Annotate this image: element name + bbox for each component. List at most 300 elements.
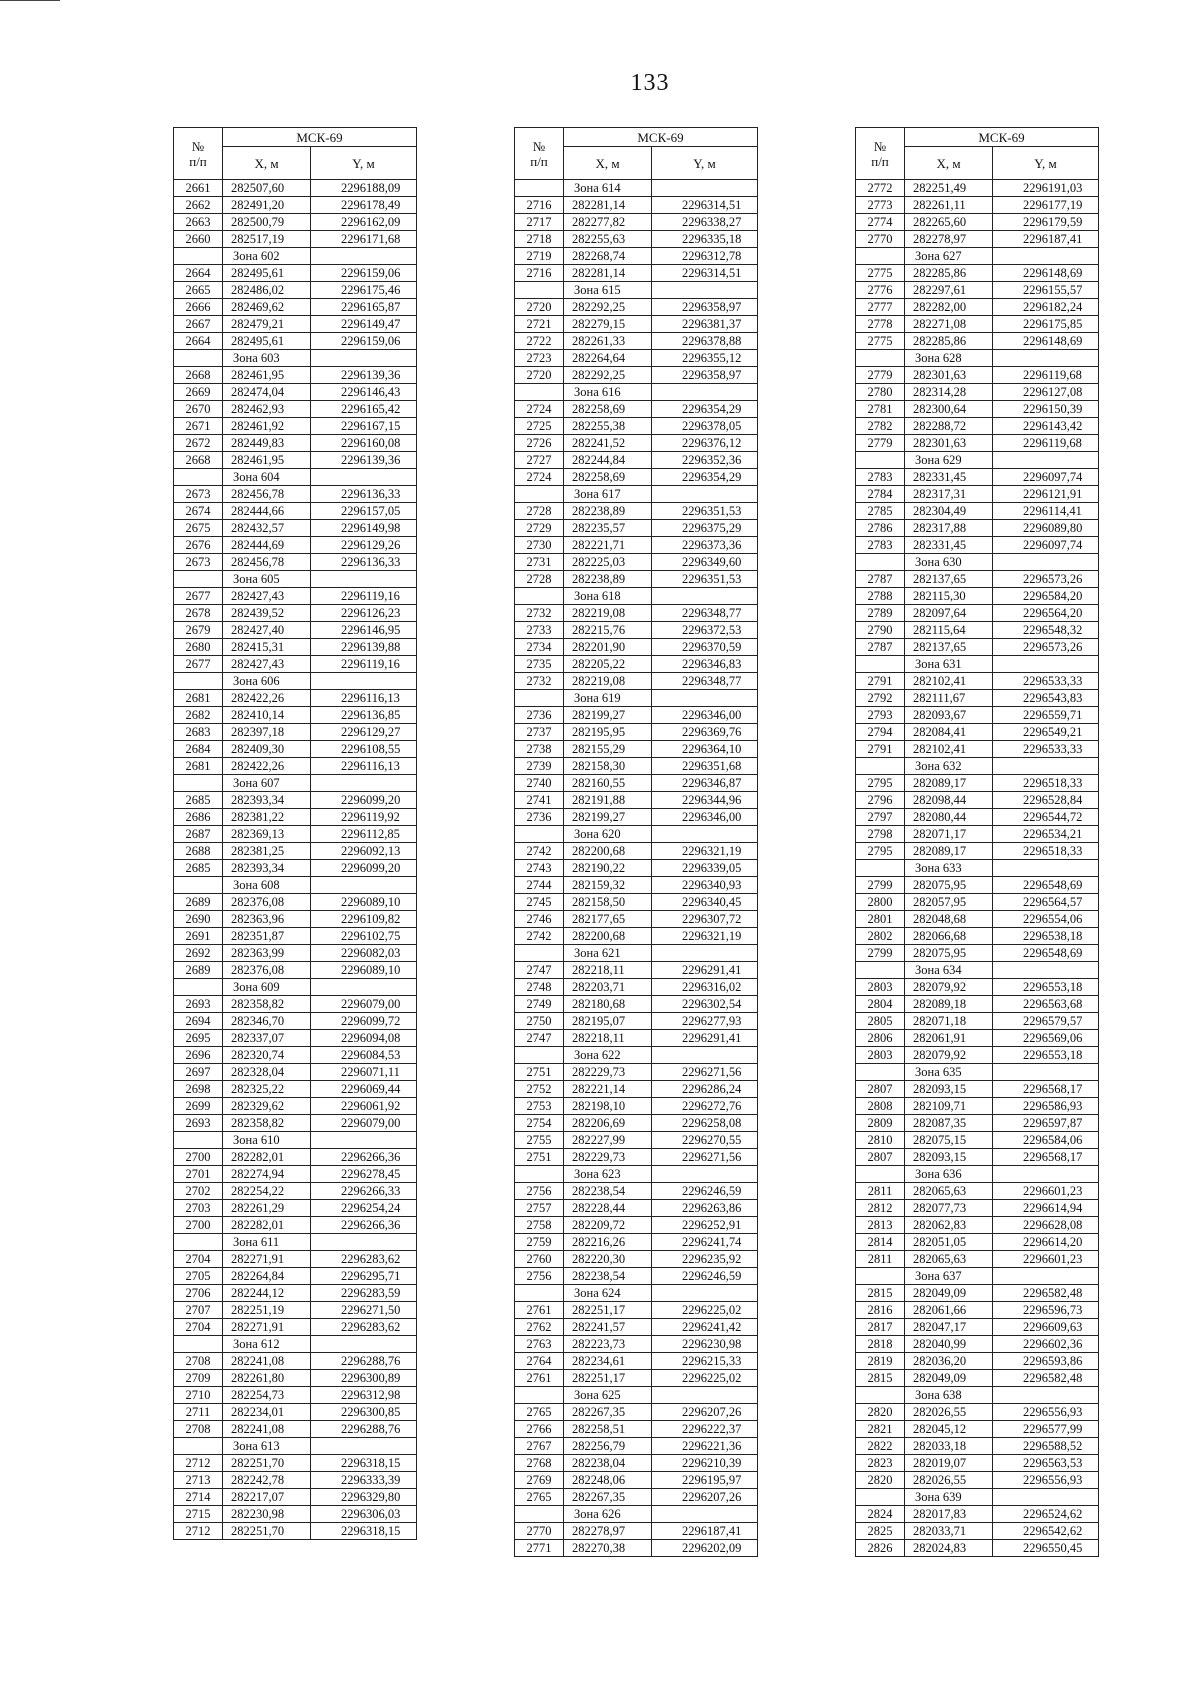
- scan-edge-mark: [0, 0, 60, 1]
- x-coordinate-cell: 282258,69: [564, 401, 652, 418]
- y-coordinate-cell: 2296099,20: [311, 860, 417, 877]
- x-coordinate-cell: 282432,57: [223, 520, 311, 537]
- x-coordinate-cell: 282223,73: [564, 1336, 652, 1353]
- y-coordinate-cell: 2296119,16: [311, 588, 417, 605]
- x-coordinate-cell: 282304,49: [905, 503, 993, 520]
- y-coordinate-cell: 2296286,24: [652, 1081, 758, 1098]
- table-row: [174, 520, 417, 537]
- table-row: [174, 503, 417, 520]
- y-coordinate-cell: 2296340,45: [652, 894, 758, 911]
- x-coordinate-cell: 282251,19: [223, 1302, 311, 1319]
- table-row: [174, 622, 417, 639]
- x-coordinate-cell: 282200,68: [564, 843, 652, 860]
- point-number-cell: 2679: [174, 622, 223, 639]
- y-coordinate-cell: 2296548,32: [993, 622, 1099, 639]
- point-number-cell: 2715: [174, 1506, 223, 1523]
- table-row: [515, 350, 758, 367]
- point-number-cell: 2741: [515, 792, 564, 809]
- zone-empty-cell: [856, 248, 905, 265]
- x-coordinate-cell: 282351,87: [223, 928, 311, 945]
- y-coordinate-cell: 2296109,82: [311, 911, 417, 928]
- table-row: [515, 1081, 758, 1098]
- x-coordinate-cell: 282281,14: [564, 197, 652, 214]
- point-number-cell: 2693: [174, 1115, 223, 1132]
- point-number-cell: 2794: [856, 724, 905, 741]
- y-coordinate-cell: 2296378,88: [652, 333, 758, 350]
- x-coordinate-cell: 282137,65: [905, 571, 993, 588]
- x-coordinate-cell: 282258,51: [564, 1421, 652, 1438]
- x-coordinate-cell: 282507,60: [223, 180, 311, 197]
- table-row: [856, 1251, 1099, 1268]
- table-row: [856, 894, 1099, 911]
- x-coordinate-cell: 282495,61: [223, 333, 311, 350]
- y-coordinate-cell: 2296177,19: [993, 197, 1099, 214]
- x-coordinate-cell: 282111,67: [905, 690, 993, 707]
- x-coordinate-cell: 282281,14: [564, 265, 652, 282]
- point-number-cell: 2724: [515, 469, 564, 486]
- point-number-cell: 2673: [174, 554, 223, 571]
- point-number-cell: 2789: [856, 605, 905, 622]
- table-row: [856, 996, 1099, 1013]
- zone-row: [515, 1166, 758, 1183]
- point-number-cell: 2682: [174, 707, 223, 724]
- point-number-cell: 2706: [174, 1285, 223, 1302]
- y-coordinate-cell: 2296579,57: [993, 1013, 1099, 1030]
- point-number-cell: 2803: [856, 979, 905, 996]
- y-coordinate-cell: 2296136,33: [311, 486, 417, 503]
- point-number-cell: 2788: [856, 588, 905, 605]
- table-row: [856, 1336, 1099, 1353]
- zone-label: Зона 636: [905, 1166, 993, 1183]
- x-coordinate-cell: 282363,96: [223, 911, 311, 928]
- table-row: [856, 1115, 1099, 1132]
- point-number-cell: 2800: [856, 894, 905, 911]
- zone-label: Зона 610: [223, 1132, 311, 1149]
- point-number-cell: 2717: [515, 214, 564, 231]
- x-coordinate-cell: 282238,89: [564, 503, 652, 520]
- x-coordinate-cell: 282292,25: [564, 299, 652, 316]
- point-number-cell: 2824: [856, 1506, 905, 1523]
- table-row: [174, 792, 417, 809]
- point-number-cell: 2707: [174, 1302, 223, 1319]
- x-coordinate-cell: 282045,12: [905, 1421, 993, 1438]
- y-coordinate-cell: 2296588,52: [993, 1438, 1099, 1455]
- table-row: [515, 1268, 758, 1285]
- x-coordinate-cell: 282071,18: [905, 1013, 993, 1030]
- y-coordinate-cell: 2296277,93: [652, 1013, 758, 1030]
- y-coordinate-cell: 2296597,87: [993, 1115, 1099, 1132]
- y-coordinate-cell: 2296376,12: [652, 435, 758, 452]
- y-coordinate-cell: 2296119,92: [311, 809, 417, 826]
- zone-label: Зона 618: [564, 588, 652, 605]
- table-row: [515, 1132, 758, 1149]
- coordinate-system-header: МСК-69: [905, 128, 1099, 147]
- y-coordinate-cell: 2296348,77: [652, 605, 758, 622]
- zone-label: Зона 617: [564, 486, 652, 503]
- table-row: [515, 1404, 758, 1421]
- point-number-cell: 2811: [856, 1251, 905, 1268]
- table-row: [174, 1285, 417, 1302]
- point-number-cell: 2764: [515, 1353, 564, 1370]
- zone-row: [515, 1047, 758, 1064]
- point-number-cell: 2668: [174, 452, 223, 469]
- y-coordinate-cell: 2296139,36: [311, 367, 417, 384]
- x-coordinate-cell: 282244,12: [223, 1285, 311, 1302]
- table-row: [856, 792, 1099, 809]
- table-row: [174, 741, 417, 758]
- point-number-cell: 2786: [856, 520, 905, 537]
- point-number-cell: 2699: [174, 1098, 223, 1115]
- y-coordinate-cell: 2296119,68: [993, 367, 1099, 384]
- x-coordinate-cell: 282229,73: [564, 1064, 652, 1081]
- y-coordinate-cell: 2296312,78: [652, 248, 758, 265]
- zone-empty-cell: [174, 350, 223, 367]
- x-coordinate-cell: 282317,88: [905, 520, 993, 537]
- zone-row: [174, 469, 417, 486]
- y-coordinate-cell: 2296314,51: [652, 265, 758, 282]
- point-number-cell: 2768: [515, 1455, 564, 1472]
- zone-empty-cell: [993, 1489, 1099, 1506]
- x-coordinate-cell: 282258,69: [564, 469, 652, 486]
- zone-empty-cell: [993, 452, 1099, 469]
- x-coordinate-cell: 282500,79: [223, 214, 311, 231]
- point-number-cell: 2683: [174, 724, 223, 741]
- x-coordinate-cell: 282229,73: [564, 1149, 652, 1166]
- x-coordinate-cell: 282297,61: [905, 282, 993, 299]
- table-row: [856, 843, 1099, 860]
- y-coordinate-cell: 2296556,93: [993, 1472, 1099, 1489]
- y-coordinate-cell: 2296119,68: [993, 435, 1099, 452]
- zone-empty-cell: [311, 1438, 417, 1455]
- table-row: [515, 673, 758, 690]
- table-row: [856, 1013, 1099, 1030]
- table-row: [174, 809, 417, 826]
- zone-empty-cell: [652, 180, 758, 197]
- y-coordinate-cell: 2296586,93: [993, 1098, 1099, 1115]
- zone-label: Зона 631: [905, 656, 993, 673]
- point-number-cell: 2791: [856, 741, 905, 758]
- table-row: [856, 1370, 1099, 1387]
- row-number-header: № п/п: [856, 128, 905, 180]
- y-coordinate-cell: 2296254,24: [311, 1200, 417, 1217]
- x-coordinate-cell: 282109,71: [905, 1098, 993, 1115]
- table-row: [856, 1183, 1099, 1200]
- y-coordinate-cell: 2296099,72: [311, 1013, 417, 1030]
- y-coordinate-cell: 2296108,55: [311, 741, 417, 758]
- zone-empty-cell: [993, 1166, 1099, 1183]
- x-coordinate-cell: 282474,04: [223, 384, 311, 401]
- zone-label: Зона 612: [223, 1336, 311, 1353]
- y-coordinate-cell: 2296548,69: [993, 945, 1099, 962]
- point-number-cell: 2736: [515, 707, 564, 724]
- point-number-cell: 2689: [174, 962, 223, 979]
- table-row: [174, 1098, 417, 1115]
- zone-empty-cell: [515, 486, 564, 503]
- point-number-cell: 2803: [856, 1047, 905, 1064]
- table-row: [515, 418, 758, 435]
- point-number-cell: 2684: [174, 741, 223, 758]
- zone-empty-cell: [311, 469, 417, 486]
- point-number-cell: 2770: [515, 1523, 564, 1540]
- table-row: [174, 911, 417, 928]
- table-row: [515, 1098, 758, 1115]
- y-coordinate-cell: 2296563,53: [993, 1455, 1099, 1472]
- point-number-cell: 2664: [174, 265, 223, 282]
- x-coordinate-cell: 282410,14: [223, 707, 311, 724]
- point-number-cell: 2776: [856, 282, 905, 299]
- y-coordinate-cell: 2296338,27: [652, 214, 758, 231]
- x-coordinate-cell: 282198,10: [564, 1098, 652, 1115]
- point-number-cell: 2698: [174, 1081, 223, 1098]
- table-row: [515, 1115, 758, 1132]
- zone-label: Зона 608: [223, 877, 311, 894]
- point-number-cell: 2712: [174, 1455, 223, 1472]
- x-coordinate-cell: 282115,30: [905, 588, 993, 605]
- x-coordinate-cell: 282077,73: [905, 1200, 993, 1217]
- zone-row: [174, 350, 417, 367]
- table-row: [856, 741, 1099, 758]
- table-row: [174, 588, 417, 605]
- point-number-cell: 2791: [856, 673, 905, 690]
- y-coordinate-cell: 2296165,42: [311, 401, 417, 418]
- zone-label: Зона 620: [564, 826, 652, 843]
- x-coordinate-cell: 282381,25: [223, 843, 311, 860]
- y-coordinate-cell: 2296165,87: [311, 299, 417, 316]
- point-number-cell: 2708: [174, 1353, 223, 1370]
- table-row: [515, 1540, 758, 1557]
- x-coordinate-cell: 282241,57: [564, 1319, 652, 1336]
- table-row: [174, 333, 417, 350]
- x-coordinate-cell: 282087,35: [905, 1115, 993, 1132]
- point-number-cell: 2720: [515, 367, 564, 384]
- x-coordinate-cell: 282279,15: [564, 316, 652, 333]
- y-coordinate-cell: 2296329,80: [311, 1489, 417, 1506]
- table-row: [174, 1387, 417, 1404]
- y-coordinate-cell: 2296306,03: [311, 1506, 417, 1523]
- table-row: [515, 248, 758, 265]
- point-number-cell: 2718: [515, 231, 564, 248]
- zone-empty-cell: [174, 1336, 223, 1353]
- table-row: [856, 214, 1099, 231]
- x-coordinate-cell: 282320,74: [223, 1047, 311, 1064]
- x-coordinate-cell: 282267,35: [564, 1489, 652, 1506]
- point-number-cell: 2704: [174, 1319, 223, 1336]
- x-coordinate-cell: 282422,26: [223, 690, 311, 707]
- zone-row: [856, 656, 1099, 673]
- table-row: [174, 554, 417, 571]
- x-coordinate-cell: 282017,83: [905, 1506, 993, 1523]
- point-number-cell: 2766: [515, 1421, 564, 1438]
- y-coordinate-cell: 2296369,76: [652, 724, 758, 741]
- x-coordinate-cell: 282242,78: [223, 1472, 311, 1489]
- x-coordinate-cell: 282195,07: [564, 1013, 652, 1030]
- point-number-cell: 2733: [515, 622, 564, 639]
- zone-label: Зона 627: [905, 248, 993, 265]
- zone-row: [856, 758, 1099, 775]
- x-coordinate-cell: 282409,30: [223, 741, 311, 758]
- zone-row: [515, 1285, 758, 1302]
- point-number-cell: 2799: [856, 877, 905, 894]
- x-coordinate-cell: 282486,02: [223, 282, 311, 299]
- point-number-cell: 2826: [856, 1540, 905, 1557]
- y-coordinate-cell: 2296097,74: [993, 537, 1099, 554]
- x-coordinate-cell: 282019,07: [905, 1455, 993, 1472]
- x-coordinate-cell: 282234,01: [223, 1404, 311, 1421]
- y-coordinate-cell: 2296266,36: [311, 1149, 417, 1166]
- table-row: [856, 1047, 1099, 1064]
- y-coordinate-cell: 2296148,69: [993, 333, 1099, 350]
- zone-empty-cell: [515, 690, 564, 707]
- point-number-cell: 2691: [174, 928, 223, 945]
- y-coordinate-cell: 2296207,26: [652, 1489, 758, 1506]
- y-coordinate-cell: 2296071,11: [311, 1064, 417, 1081]
- point-number-cell: 2677: [174, 588, 223, 605]
- point-number-cell: 2738: [515, 741, 564, 758]
- point-number-cell: 2711: [174, 1404, 223, 1421]
- zone-empty-cell: [652, 1166, 758, 1183]
- point-number-cell: 2660: [174, 231, 223, 248]
- y-coordinate-cell: 2296178,49: [311, 197, 417, 214]
- x-coordinate-cell: 282491,20: [223, 197, 311, 214]
- table-row: [515, 605, 758, 622]
- point-number-cell: 2816: [856, 1302, 905, 1319]
- y-coordinate-cell: 2296114,41: [993, 503, 1099, 520]
- y-coordinate-cell: 2296381,37: [652, 316, 758, 333]
- zone-label: Зона 609: [223, 979, 311, 996]
- table-row: [174, 1183, 417, 1200]
- x-coordinate-cell: 282267,35: [564, 1404, 652, 1421]
- y-coordinate-cell: 2296318,15: [311, 1523, 417, 1540]
- zone-label: Зона 611: [223, 1234, 311, 1251]
- table-row: [856, 1081, 1099, 1098]
- point-number-cell: 2809: [856, 1115, 905, 1132]
- point-number-cell: 2810: [856, 1132, 905, 1149]
- zone-empty-cell: [856, 656, 905, 673]
- table-row: [856, 690, 1099, 707]
- y-coordinate-cell: 2296222,37: [652, 1421, 758, 1438]
- zone-empty-cell: [515, 282, 564, 299]
- zone-label: Зона 628: [905, 350, 993, 367]
- y-coordinate-cell: 2296102,75: [311, 928, 417, 945]
- y-coordinate-cell: 2296554,06: [993, 911, 1099, 928]
- zone-empty-cell: [515, 1047, 564, 1064]
- y-coordinate-cell: 2296518,33: [993, 843, 1099, 860]
- x-coordinate-cell: 282241,08: [223, 1421, 311, 1438]
- point-number-cell: 2750: [515, 1013, 564, 1030]
- y-coordinate-cell: 2296582,48: [993, 1285, 1099, 1302]
- point-number-cell: 2719: [515, 248, 564, 265]
- table-row: [174, 1370, 417, 1387]
- point-number-cell: 2752: [515, 1081, 564, 1098]
- table-row: [856, 1234, 1099, 1251]
- y-coordinate-cell: 2296559,71: [993, 707, 1099, 724]
- table-row: [174, 860, 417, 877]
- x-coordinate-cell: 282456,78: [223, 486, 311, 503]
- y-coordinate-cell: 2296225,02: [652, 1302, 758, 1319]
- table-row: [174, 1217, 417, 1234]
- x-coordinate-cell: 282206,69: [564, 1115, 652, 1132]
- point-number-cell: 2666: [174, 299, 223, 316]
- y-coordinate-cell: 2296354,29: [652, 401, 758, 418]
- point-number-cell: 2761: [515, 1370, 564, 1387]
- point-number-cell: 2705: [174, 1268, 223, 1285]
- point-number-cell: 2714: [174, 1489, 223, 1506]
- y-coordinate-cell: 2296241,74: [652, 1234, 758, 1251]
- y-coordinate-cell: 2296524,62: [993, 1506, 1099, 1523]
- zone-empty-cell: [993, 248, 1099, 265]
- table-row: [174, 1472, 417, 1489]
- table-row: [515, 962, 758, 979]
- x-coordinate-cell: 282261,29: [223, 1200, 311, 1217]
- x-coordinate-cell: 282369,13: [223, 826, 311, 843]
- point-number-cell: 2777: [856, 299, 905, 316]
- point-number-cell: 2763: [515, 1336, 564, 1353]
- table-row: [515, 1455, 758, 1472]
- table-row: [856, 231, 1099, 248]
- zone-row: [174, 979, 417, 996]
- table-row: [515, 894, 758, 911]
- zone-empty-cell: [652, 486, 758, 503]
- zone-empty-cell: [856, 758, 905, 775]
- zone-row: [856, 1268, 1099, 1285]
- point-number-cell: 2760: [515, 1251, 564, 1268]
- y-coordinate-cell: 2296263,86: [652, 1200, 758, 1217]
- table-row: [515, 911, 758, 928]
- y-coordinate-cell: 2296568,17: [993, 1081, 1099, 1098]
- zone-empty-cell: [515, 945, 564, 962]
- x-coordinate-cell: 282268,74: [564, 248, 652, 265]
- x-coordinate-cell: 282517,19: [223, 231, 311, 248]
- table-row: [174, 1319, 417, 1336]
- x-coordinate-cell: 282195,95: [564, 724, 652, 741]
- point-number-cell: 2732: [515, 673, 564, 690]
- table-row: [515, 1013, 758, 1030]
- table-row: [174, 656, 417, 673]
- x-coordinate-cell: 282358,82: [223, 1115, 311, 1132]
- y-coordinate-cell: 2296069,44: [311, 1081, 417, 1098]
- table-row: [174, 605, 417, 622]
- x-coordinate-cell: 282271,08: [905, 316, 993, 333]
- x-coordinate-cell: 282201,90: [564, 639, 652, 656]
- table-row: [515, 1421, 758, 1438]
- y-coordinate-cell: 2296288,76: [311, 1353, 417, 1370]
- point-number-cell: 2753: [515, 1098, 564, 1115]
- coordinates-table-right: [855, 127, 1099, 1557]
- y-coordinate-cell: 2296271,56: [652, 1149, 758, 1166]
- y-coordinate-cell: 2296094,08: [311, 1030, 417, 1047]
- point-number-cell: 2770: [856, 231, 905, 248]
- zone-empty-cell: [993, 758, 1099, 775]
- x-coordinate-cell: 282325,22: [223, 1081, 311, 1098]
- y-coordinate-cell: 2296283,59: [311, 1285, 417, 1302]
- y-coordinate-cell: 2296084,53: [311, 1047, 417, 1064]
- point-number-cell: 2747: [515, 1030, 564, 1047]
- zone-row: [856, 860, 1099, 877]
- point-number-cell: 2729: [515, 520, 564, 537]
- x-coordinate-cell: 282071,17: [905, 826, 993, 843]
- x-coordinate-cell: 282456,78: [223, 554, 311, 571]
- x-coordinate-cell: 282376,08: [223, 894, 311, 911]
- x-coordinate-cell: 282221,71: [564, 537, 652, 554]
- point-number-cell: 2795: [856, 775, 905, 792]
- y-coordinate-cell: 2296119,16: [311, 656, 417, 673]
- point-number-cell: 2773: [856, 197, 905, 214]
- table-row: [515, 1353, 758, 1370]
- x-coordinate-cell: 282075,15: [905, 1132, 993, 1149]
- y-coordinate-cell: 2296129,27: [311, 724, 417, 741]
- row-number-header: № п/п: [174, 128, 223, 180]
- zone-row: [856, 554, 1099, 571]
